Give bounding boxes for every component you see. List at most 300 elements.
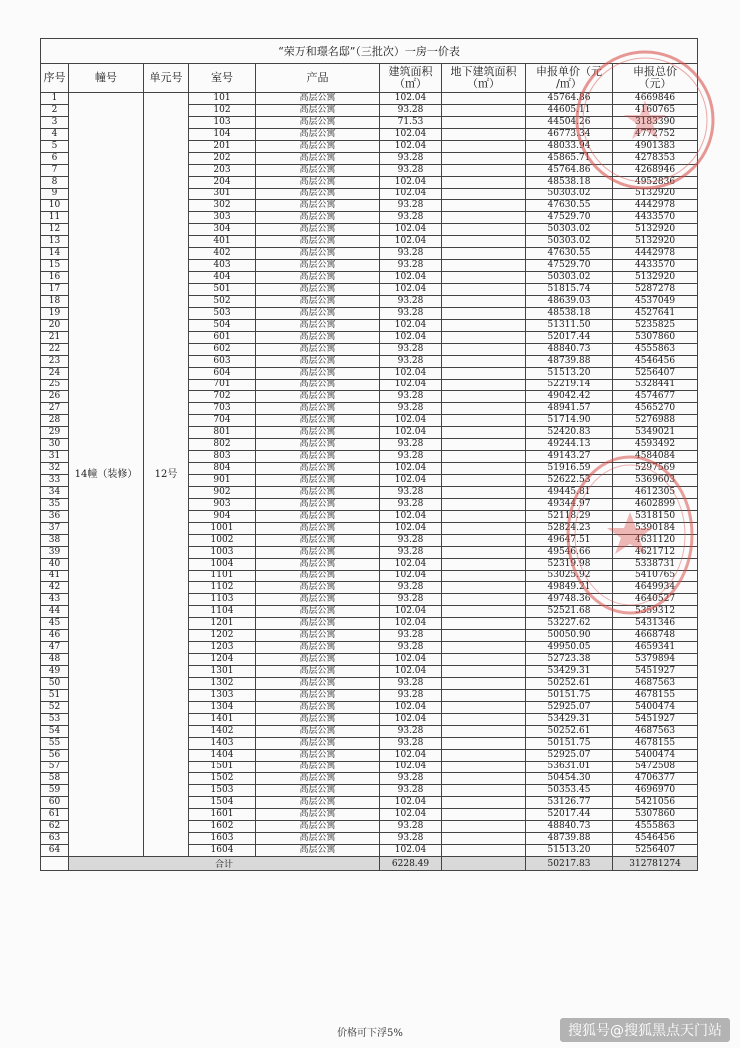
header-unit: 单元号 <box>144 64 189 93</box>
cell-seq: 56 <box>41 749 69 761</box>
cell-area: 102.04 <box>380 224 442 236</box>
cell-underground-area <box>442 713 526 725</box>
cell-room: 901 <box>189 475 256 487</box>
cell-underground-area <box>442 403 526 415</box>
cell-unit-price: 48941.57 <box>526 403 613 415</box>
cell-underground-area <box>442 355 526 367</box>
cell-total-price: 5318150 <box>613 510 698 522</box>
cell-seq: 7 <box>41 164 69 176</box>
cell-unit: 12号 <box>144 93 189 857</box>
cell-product: 高层公寓 <box>256 128 380 140</box>
cell-product: 高层公寓 <box>256 391 380 403</box>
cell-seq: 17 <box>41 284 69 296</box>
cell-total-price: 5328441 <box>613 379 698 391</box>
cell-area: 93.28 <box>380 821 442 833</box>
cell-room: 1502 <box>189 773 256 785</box>
cell-seq: 24 <box>41 367 69 379</box>
cell-product: 高层公寓 <box>256 510 380 522</box>
cell-area: 93.28 <box>380 534 442 546</box>
cell-underground-area <box>442 630 526 642</box>
cell-room: 1404 <box>189 749 256 761</box>
cell-room: 1602 <box>189 821 256 833</box>
cell-unit-price: 50303.02 <box>526 236 613 248</box>
cell-room: 602 <box>189 343 256 355</box>
cell-total-price: 5369603 <box>613 475 698 487</box>
cell-area: 102.04 <box>380 367 442 379</box>
cell-product: 高层公寓 <box>256 200 380 212</box>
cell-product: 高层公寓 <box>256 248 380 260</box>
cell-area: 93.28 <box>380 355 442 367</box>
cell-unit-price: 49748.36 <box>526 594 613 606</box>
cell-seq: 26 <box>41 391 69 403</box>
cell-unit-price: 52017.44 <box>526 809 613 821</box>
cell-area: 102.04 <box>380 654 442 666</box>
cell-unit-price: 45764.86 <box>526 164 613 176</box>
header-total-price: 申报总价 （元） <box>613 64 698 93</box>
cell-seq: 5 <box>41 140 69 152</box>
cell-unit-price: 50454.30 <box>526 773 613 785</box>
cell-unit-price: 51513.20 <box>526 845 613 857</box>
cell-underground-area <box>442 128 526 140</box>
cell-seq: 59 <box>41 785 69 797</box>
cell-product: 高层公寓 <box>256 463 380 475</box>
cell-area: 102.04 <box>380 415 442 427</box>
cell-underground-area <box>442 546 526 558</box>
cell-room: 501 <box>189 284 256 296</box>
cell-unit-price: 51311.50 <box>526 319 613 331</box>
cell-product: 高层公寓 <box>256 451 380 463</box>
cell-product: 高层公寓 <box>256 295 380 307</box>
cell-total-price: 5400474 <box>613 701 698 713</box>
cell-seq: 52 <box>41 701 69 713</box>
cell-underground-area <box>442 236 526 248</box>
cell-underground-area <box>442 212 526 224</box>
cell-unit-price: 48033.94 <box>526 140 613 152</box>
cell-total-price: 5410765 <box>613 570 698 582</box>
cell-product: 高层公寓 <box>256 666 380 678</box>
cell-total-price: 4668748 <box>613 630 698 642</box>
cell-seq: 37 <box>41 522 69 534</box>
cell-total-price: 4278353 <box>613 152 698 164</box>
cell-unit-price: 47630.55 <box>526 200 613 212</box>
cell-total-price: 5451927 <box>613 713 698 725</box>
cell-area: 102.04 <box>380 463 442 475</box>
cell-unit-price: 51513.20 <box>526 367 613 379</box>
cell-unit-price: 53429.31 <box>526 713 613 725</box>
cell-total-price: 5297569 <box>613 463 698 475</box>
cell-seq: 50 <box>41 677 69 689</box>
cell-area: 102.04 <box>380 284 442 296</box>
header-product: 产品 <box>256 64 380 93</box>
cell-area: 93.28 <box>380 486 442 498</box>
cell-product: 高层公寓 <box>256 546 380 558</box>
cell-unit-price: 44504.26 <box>526 116 613 128</box>
cell-seq: 27 <box>41 403 69 415</box>
cell-product: 高层公寓 <box>256 104 380 116</box>
cell-unit-price: 44605.11 <box>526 104 613 116</box>
cell-room: 1103 <box>189 594 256 606</box>
cell-product: 高层公寓 <box>256 475 380 487</box>
cell-area: 102.04 <box>380 188 442 200</box>
cell-room: 101 <box>189 93 256 105</box>
cell-product: 高层公寓 <box>256 152 380 164</box>
cell-area: 102.04 <box>380 236 442 248</box>
cell-room: 803 <box>189 451 256 463</box>
cell-seq: 48 <box>41 654 69 666</box>
cell-seq: 42 <box>41 582 69 594</box>
cell-underground-area <box>442 534 526 546</box>
cell-area: 93.28 <box>380 200 442 212</box>
cell-seq: 3 <box>41 116 69 128</box>
cell-underground-area <box>442 737 526 749</box>
cell-room: 303 <box>189 212 256 224</box>
header-unit-price: 申报单价（元 /㎡） <box>526 64 613 93</box>
cell-seq: 28 <box>41 415 69 427</box>
cell-underground-area <box>442 677 526 689</box>
cell-underground-area <box>442 618 526 630</box>
cell-room: 802 <box>189 439 256 451</box>
cell-room: 1304 <box>189 701 256 713</box>
cell-seq: 18 <box>41 295 69 307</box>
cell-total-price: 4678155 <box>613 689 698 701</box>
cell-room: 403 <box>189 260 256 272</box>
cell-area: 93.28 <box>380 642 442 654</box>
cell-seq: 11 <box>41 212 69 224</box>
header-area: 建筑面积 （㎡） <box>380 64 442 93</box>
cell-product: 高层公寓 <box>256 534 380 546</box>
cell-total-price: 5276988 <box>613 415 698 427</box>
cell-seq: 14 <box>41 248 69 260</box>
cell-product: 高层公寓 <box>256 260 380 272</box>
cell-product: 高层公寓 <box>256 570 380 582</box>
price-sheet <box>40 38 697 871</box>
cell-underground-area <box>442 331 526 343</box>
cell-total-price: 4687563 <box>613 725 698 737</box>
cell-unit-price: 50151.75 <box>526 737 613 749</box>
cell-area: 93.28 <box>380 546 442 558</box>
cell-total-price: 4433570 <box>613 260 698 272</box>
cell-seq: 13 <box>41 236 69 248</box>
cell-total-price: 4527641 <box>613 307 698 319</box>
cell-underground-area <box>442 164 526 176</box>
cell-seq: 6 <box>41 152 69 164</box>
cell-area: 93.28 <box>380 152 442 164</box>
cell-underground-area <box>442 689 526 701</box>
cell-area: 102.04 <box>380 522 442 534</box>
cell-seq: 2 <box>41 104 69 116</box>
cell-product: 高层公寓 <box>256 116 380 128</box>
table-row <box>41 93 698 105</box>
cell-area: 93.28 <box>380 295 442 307</box>
cell-seq: 12 <box>41 224 69 236</box>
cell-seq: 32 <box>41 463 69 475</box>
cell-room: 404 <box>189 272 256 284</box>
cell-underground-area <box>442 415 526 427</box>
cell-area: 93.28 <box>380 725 442 737</box>
cell-room: 401 <box>189 236 256 248</box>
cell-total-price: 5379894 <box>613 654 698 666</box>
cell-area: 102.04 <box>380 331 442 343</box>
cell-unit-price: 45764.86 <box>526 93 613 105</box>
cell-total-price: 4631120 <box>613 534 698 546</box>
cell-area: 93.28 <box>380 833 442 845</box>
cell-product: 高层公寓 <box>256 212 380 224</box>
cell-unit-price: 47630.55 <box>526 248 613 260</box>
cell-unit-price: 50303.02 <box>526 272 613 284</box>
cell-underground-area <box>442 152 526 164</box>
cell-seq: 15 <box>41 260 69 272</box>
cell-product: 高层公寓 <box>256 486 380 498</box>
cell-area: 102.04 <box>380 713 442 725</box>
cell-area: 102.04 <box>380 510 442 522</box>
cell-unit-price: 49849.21 <box>526 582 613 594</box>
cell-total-price: 5256407 <box>613 367 698 379</box>
cell-room: 1402 <box>189 725 256 737</box>
watermark: 搜狐号@搜狐黑点天门站 <box>560 1018 730 1042</box>
cell-total-price: 5307860 <box>613 809 698 821</box>
cell-underground-area <box>442 725 526 737</box>
cell-unit-price: 53126.77 <box>526 797 613 809</box>
cell-area: 93.28 <box>380 594 442 606</box>
cell-room: 203 <box>189 164 256 176</box>
cell-seq: 19 <box>41 307 69 319</box>
cell-underground-area <box>442 833 526 845</box>
cell-unit-price: 49344.97 <box>526 498 613 510</box>
cell-product: 高层公寓 <box>256 606 380 618</box>
cell-seq: 61 <box>41 809 69 821</box>
cell-seq: 25 <box>41 379 69 391</box>
cell-underground-area <box>442 200 526 212</box>
cell-seq: 60 <box>41 797 69 809</box>
cell-seq: 16 <box>41 272 69 284</box>
cell-total-price: 5349021 <box>613 427 698 439</box>
cell-room: 1504 <box>189 797 256 809</box>
cell-room: 502 <box>189 295 256 307</box>
cell-room: 604 <box>189 367 256 379</box>
totals-total: 312781274 <box>613 857 698 871</box>
cell-underground-area <box>442 785 526 797</box>
cell-unit-price: 49143.27 <box>526 451 613 463</box>
cell-room: 1601 <box>189 809 256 821</box>
cell-area: 71.53 <box>380 116 442 128</box>
cell-room: 1204 <box>189 654 256 666</box>
cell-total-price: 5359312 <box>613 606 698 618</box>
cell-underground-area <box>442 319 526 331</box>
cell-total-price: 5421056 <box>613 797 698 809</box>
cell-unit-price: 49244.13 <box>526 439 613 451</box>
cell-seq: 64 <box>41 845 69 857</box>
cell-room: 402 <box>189 248 256 260</box>
cell-seq: 47 <box>41 642 69 654</box>
cell-unit-price: 52219.14 <box>526 379 613 391</box>
cell-underground-area <box>442 451 526 463</box>
cell-room: 1501 <box>189 761 256 773</box>
cell-product: 高层公寓 <box>256 654 380 666</box>
cell-product: 高层公寓 <box>256 725 380 737</box>
cell-underground-area <box>442 797 526 809</box>
totals-label: 合计 <box>69 857 380 871</box>
cell-total-price: 5307860 <box>613 331 698 343</box>
cell-product: 高层公寓 <box>256 498 380 510</box>
cell-total-price: 4706377 <box>613 773 698 785</box>
cell-unit-price: 48639.03 <box>526 295 613 307</box>
cell-underground-area <box>442 809 526 821</box>
cell-area: 93.28 <box>380 677 442 689</box>
cell-product: 高层公寓 <box>256 582 380 594</box>
cell-room: 1201 <box>189 618 256 630</box>
cell-area: 102.04 <box>380 93 442 105</box>
cell-underground-area <box>442 140 526 152</box>
cell-seq: 53 <box>41 713 69 725</box>
cell-underground-area <box>442 773 526 785</box>
cell-room: 801 <box>189 427 256 439</box>
cell-total-price: 5431346 <box>613 618 698 630</box>
cell-unit-price: 53227.62 <box>526 618 613 630</box>
cell-product: 高层公寓 <box>256 284 380 296</box>
cell-room: 603 <box>189 355 256 367</box>
cell-seq: 33 <box>41 475 69 487</box>
cell-seq: 40 <box>41 558 69 570</box>
cell-area: 93.28 <box>380 260 442 272</box>
cell-area: 102.04 <box>380 558 442 570</box>
footer-note: 价格可下浮5% <box>337 1028 403 1039</box>
cell-total-price: 4537049 <box>613 295 698 307</box>
cell-area: 93.28 <box>380 391 442 403</box>
cell-underground-area <box>442 343 526 355</box>
cell-area: 102.04 <box>380 379 442 391</box>
cell-product: 高层公寓 <box>256 701 380 713</box>
cell-area: 102.04 <box>380 128 442 140</box>
cell-area: 102.04 <box>380 701 442 713</box>
cell-unit-price: 49042.42 <box>526 391 613 403</box>
cell-product: 高层公寓 <box>256 140 380 152</box>
cell-underground-area <box>442 570 526 582</box>
cell-seq: 46 <box>41 630 69 642</box>
cell-area: 102.04 <box>380 272 442 284</box>
cell-total-price: 4268946 <box>613 164 698 176</box>
cell-room: 103 <box>189 116 256 128</box>
cell-area: 102.04 <box>380 176 442 188</box>
cell-seq: 51 <box>41 689 69 701</box>
cell-total-price: 5451927 <box>613 666 698 678</box>
cell-underground-area <box>442 284 526 296</box>
cell-unit-price: 52723.38 <box>526 654 613 666</box>
cell-seq: 57 <box>41 761 69 773</box>
cell-unit-price: 48840.73 <box>526 821 613 833</box>
cell-product: 高层公寓 <box>256 558 380 570</box>
cell-product: 高层公寓 <box>256 761 380 773</box>
cell-underground-area <box>442 522 526 534</box>
cell-room: 202 <box>189 152 256 164</box>
cell-underground-area <box>442 463 526 475</box>
cell-room: 1203 <box>189 642 256 654</box>
cell-product: 高层公寓 <box>256 93 380 105</box>
cell-room: 1003 <box>189 546 256 558</box>
cell-product: 高层公寓 <box>256 809 380 821</box>
cell-room: 1604 <box>189 845 256 857</box>
cell-underground-area <box>442 486 526 498</box>
cell-seq: 30 <box>41 439 69 451</box>
cell-seq: 10 <box>41 200 69 212</box>
cell-product: 高层公寓 <box>256 403 380 415</box>
cell-underground-area <box>442 272 526 284</box>
cell-area: 93.28 <box>380 689 442 701</box>
cell-product: 高层公寓 <box>256 343 380 355</box>
cell-product: 高层公寓 <box>256 427 380 439</box>
cell-product: 高层公寓 <box>256 642 380 654</box>
cell-area: 93.28 <box>380 164 442 176</box>
cell-room: 1102 <box>189 582 256 594</box>
cell-room: 1202 <box>189 630 256 642</box>
cell-area: 93.28 <box>380 498 442 510</box>
cell-area: 102.04 <box>380 845 442 857</box>
cell-room: 601 <box>189 331 256 343</box>
cell-area: 93.28 <box>380 307 442 319</box>
cell-area: 93.28 <box>380 212 442 224</box>
cell-room: 204 <box>189 176 256 188</box>
cell-seq: 39 <box>41 546 69 558</box>
cell-area: 102.04 <box>380 427 442 439</box>
cell-total-price: 4433570 <box>613 212 698 224</box>
cell-room: 201 <box>189 140 256 152</box>
cell-product: 高层公寓 <box>256 773 380 785</box>
table-title: “荣万和璟名邸”（三批次）一房一价表 <box>41 39 698 64</box>
cell-product: 高层公寓 <box>256 713 380 725</box>
cell-underground-area <box>442 749 526 761</box>
cell-area: 102.04 <box>380 666 442 678</box>
cell-total-price: 5390184 <box>613 522 698 534</box>
cell-product: 高层公寓 <box>256 236 380 248</box>
cell-total-price: 4584084 <box>613 451 698 463</box>
cell-unit-price: 52420.83 <box>526 427 613 439</box>
cell-total-price: 4687563 <box>613 677 698 689</box>
cell-seq: 58 <box>41 773 69 785</box>
cell-seq: 20 <box>41 319 69 331</box>
cell-room: 1401 <box>189 713 256 725</box>
cell-seq: 54 <box>41 725 69 737</box>
cell-total-price: 5132920 <box>613 272 698 284</box>
cell-underground-area <box>442 606 526 618</box>
cell-room: 704 <box>189 415 256 427</box>
cell-unit-price: 49546.66 <box>526 546 613 558</box>
cell-product: 高层公寓 <box>256 594 380 606</box>
cell-underground-area <box>442 379 526 391</box>
cell-room: 701 <box>189 379 256 391</box>
cell-unit-price: 48538.18 <box>526 176 613 188</box>
cell-total-price: 4555863 <box>613 343 698 355</box>
cell-unit-price: 49647.51 <box>526 534 613 546</box>
cell-unit-price: 53631.01 <box>526 761 613 773</box>
cell-product: 高层公寓 <box>256 677 380 689</box>
cell-underground-area <box>442 701 526 713</box>
cell-unit-price: 48739.88 <box>526 355 613 367</box>
cell-seq: 63 <box>41 833 69 845</box>
cell-seq: 38 <box>41 534 69 546</box>
cell-total-price: 4442978 <box>613 200 698 212</box>
cell-total-price: 5472508 <box>613 761 698 773</box>
cell-room: 1004 <box>189 558 256 570</box>
cell-underground-area <box>442 367 526 379</box>
cell-room: 104 <box>189 128 256 140</box>
cell-seq: 36 <box>41 510 69 522</box>
cell-underground-area <box>442 104 526 116</box>
cell-total-price: 4696970 <box>613 785 698 797</box>
cell-area: 102.04 <box>380 797 442 809</box>
cell-area: 102.04 <box>380 761 442 773</box>
cell-room: 1002 <box>189 534 256 546</box>
cell-area: 102.04 <box>380 606 442 618</box>
cell-seq: 62 <box>41 821 69 833</box>
